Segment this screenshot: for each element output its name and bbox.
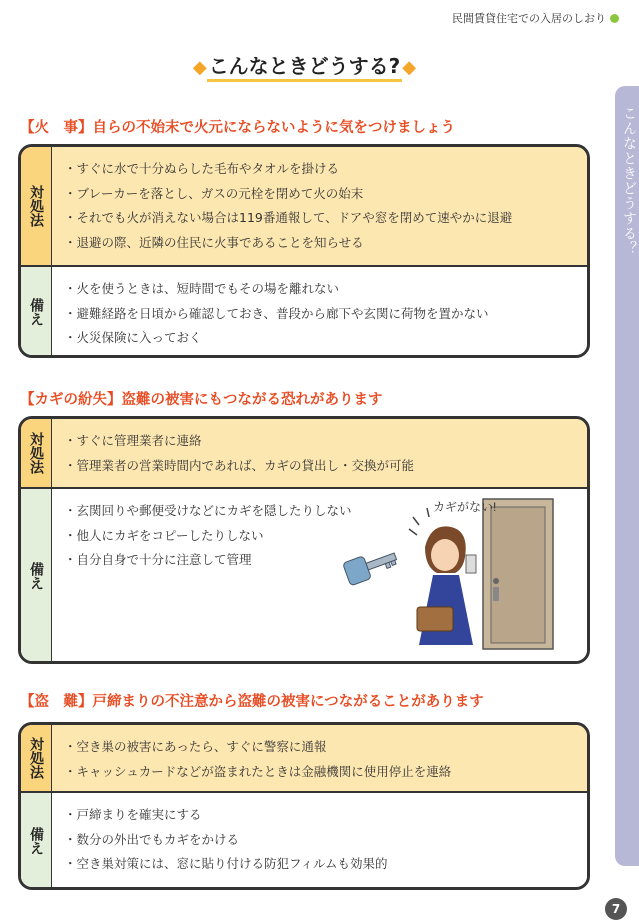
taisho-row bbox=[21, 725, 587, 791]
section-box-lost-key bbox=[18, 416, 590, 664]
running-header bbox=[452, 10, 619, 26]
diamond-left-icon: ◆ bbox=[192, 57, 207, 78]
sonae-label: 備え bbox=[21, 489, 52, 663]
diamond-right-icon: ◆ bbox=[402, 57, 417, 78]
running-title: 民間賃貸住宅での入居のしおり bbox=[452, 12, 606, 25]
section-heading-theft: 【盗 難】戸締まりの不注意から盗難の被害につながることがあります bbox=[20, 694, 484, 710]
taisho-row bbox=[21, 147, 587, 265]
taisho-label: 対処法 bbox=[21, 725, 52, 791]
list-item: ・ 数分の外出でもカギをかける bbox=[64, 828, 388, 853]
taisho-list bbox=[52, 725, 451, 791]
sonae-row bbox=[21, 265, 587, 357]
side-index-tab[interactable] bbox=[615, 86, 639, 866]
sonae-row bbox=[21, 791, 587, 889]
list-item: ・ すぐに水で十分ぬらした毛布やタオルを掛ける bbox=[64, 157, 512, 182]
sonae-label: 備え bbox=[21, 793, 52, 889]
taisho-list bbox=[52, 419, 414, 487]
lost-key-illustration bbox=[333, 495, 563, 655]
taisho-label: 対処法 bbox=[21, 147, 52, 265]
list-item: ・ 空き巣の被害にあったら、すぐに警察に通報 bbox=[64, 735, 451, 760]
sonae-row bbox=[21, 487, 587, 663]
green-dot-icon bbox=[610, 14, 619, 23]
list-item: ・ 管理業者の営業時間内であれば、カギの貸出し・交換が可能 bbox=[64, 454, 414, 479]
section-box-theft bbox=[18, 722, 590, 890]
section-box-fire bbox=[18, 144, 590, 358]
list-item: ・ 空き巣対策には、窓に貼り付ける防犯フィルムも効果的 bbox=[64, 852, 388, 877]
list-item: ・ 火災保険に入っておく bbox=[64, 326, 489, 351]
page-title bbox=[0, 50, 609, 79]
list-item: ・ 他人にカギをコピーしたりしない bbox=[64, 524, 352, 549]
list-item: ・ すぐに管理業者に連絡 bbox=[64, 429, 414, 454]
section-heading-lost-key: 【カギの紛失】盗難の被害にもつながる恐れがあります bbox=[20, 392, 383, 408]
sonae-list bbox=[52, 267, 489, 357]
sonae-list bbox=[52, 489, 352, 663]
list-item: ・ 玄関回りや郵便受けなどにカギを隠したりしない bbox=[64, 499, 352, 524]
illustration-caption: カギがない! bbox=[433, 500, 497, 514]
taisho-label: 対処法 bbox=[21, 419, 52, 487]
list-item: ・ 避難経路を日頃から確認しておき、普段から廊下や玄関に荷物を置かない bbox=[64, 302, 489, 327]
page-title-text: こんなときどうする? bbox=[207, 54, 403, 82]
list-item: ・ 戸締まりを確実にする bbox=[64, 803, 388, 828]
list-item: ・ 退避の際、近隣の住民に火事であることを知らせる bbox=[64, 231, 512, 256]
list-item: ・ それでも火が消えない場合は119番通報して、ドアや窓を閉めて速やかに退避 bbox=[64, 206, 512, 231]
taisho-list bbox=[52, 147, 512, 265]
list-item: ・ 火を使うときは、短時間でもその場を離れない bbox=[64, 277, 489, 302]
side-tab-label: こんなときどうする？ bbox=[621, 106, 637, 256]
list-item: ・ キャッシュカードなどが盗まれたときは金融機関に使用停止を連絡 bbox=[64, 760, 451, 785]
section-heading-fire: 【火 事】自らの不始末で火元にならないように気をつけましょう bbox=[20, 120, 455, 136]
taisho-row bbox=[21, 419, 587, 487]
list-item: ・ ブレーカーを落とし、ガスの元栓を閉めて火の始末 bbox=[64, 182, 512, 207]
page-number: 7 bbox=[605, 898, 627, 920]
list-item: ・ 自分自身で十分に注意して管理 bbox=[64, 548, 352, 573]
sonae-list bbox=[52, 793, 388, 889]
sonae-label: 備え bbox=[21, 267, 52, 357]
